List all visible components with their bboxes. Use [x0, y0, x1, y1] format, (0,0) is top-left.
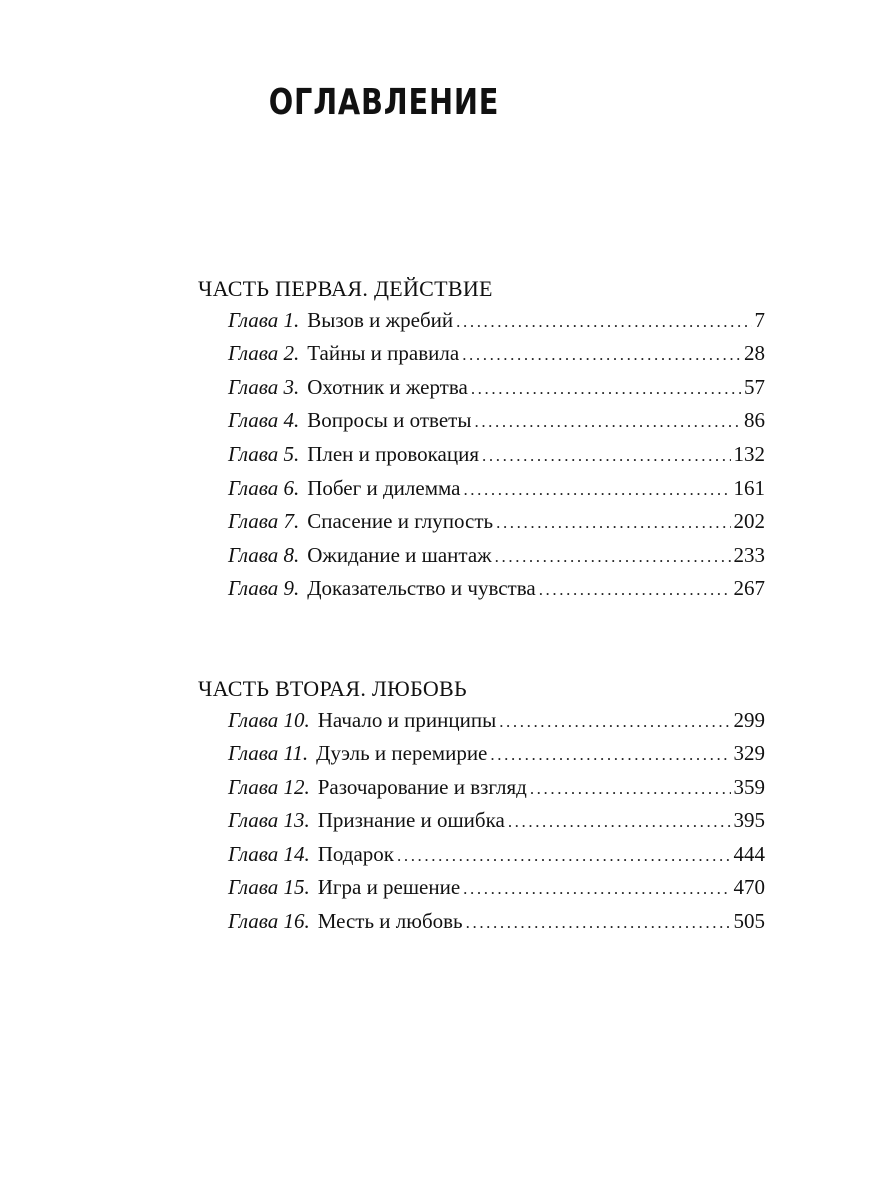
toc-entry[interactable] — [228, 509, 765, 539]
toc-entry[interactable] — [228, 408, 765, 438]
toc-entry[interactable] — [228, 308, 765, 338]
chapter-title: Доказательство и чувства — [307, 576, 536, 600]
dot-leader — [508, 812, 731, 832]
chapter-label: Глава 4. — [228, 408, 300, 432]
chapter-title: Разочарование и взгляд — [317, 775, 527, 799]
chapter-label: Глава 7. — [228, 509, 300, 533]
chapter-label: Глава 2. — [228, 341, 300, 365]
dot-leader — [530, 779, 731, 799]
part-heading: ЧАСТЬ ПЕРВАЯ. ДЕЙСТВИЕ — [198, 276, 493, 301]
page-number: 132 — [733, 442, 765, 466]
chapter-title: Побег и дилемма — [307, 476, 461, 500]
dot-leader — [496, 513, 730, 533]
dot-leader — [471, 379, 741, 399]
toc-entry[interactable] — [228, 741, 765, 771]
chapter-title: Ожидание и шантаж — [307, 543, 492, 567]
toc-entry[interactable] — [228, 442, 765, 472]
chapter-title: Игра и решение — [317, 875, 461, 899]
dot-leader — [474, 412, 741, 432]
toc-entry[interactable] — [228, 576, 765, 606]
toc-entry[interactable] — [228, 808, 765, 838]
dot-leader — [456, 312, 751, 332]
chapter-label: Глава 12. — [228, 775, 310, 799]
chapter-label: Глава 1. — [228, 308, 300, 332]
chapter-title: Охотник и жертва — [307, 375, 468, 399]
chapter-label: Глава 3. — [228, 375, 300, 399]
page-title: ОГЛАВЛЕНИЕ — [268, 82, 500, 123]
toc-entry[interactable] — [228, 543, 765, 573]
chapter-title: Тайны и правила — [307, 341, 460, 365]
chapter-label: Глава 8. — [228, 543, 300, 567]
chapter-label: Глава 9. — [228, 576, 300, 600]
chapter-title: Дуэль и перемирие — [316, 741, 488, 765]
page-number: 299 — [733, 708, 765, 732]
toc-entry[interactable] — [228, 341, 765, 371]
dot-leader — [463, 480, 730, 500]
page-number: 7 — [754, 308, 765, 332]
toc-entry[interactable] — [228, 775, 765, 805]
page-number: 470 — [733, 875, 765, 899]
page-number: 267 — [733, 576, 765, 600]
page-number: 202 — [733, 509, 765, 533]
chapter-label: Глава 10. — [228, 708, 310, 732]
part-heading: ЧАСТЬ ВТОРАЯ. ЛЮБОВЬ — [198, 676, 467, 701]
page-number: 161 — [733, 476, 765, 500]
page-number: 395 — [733, 808, 765, 832]
toc-entry[interactable] — [228, 476, 765, 506]
chapter-label: Глава 5. — [228, 442, 300, 466]
chapter-title: Признание и ошибка — [317, 808, 505, 832]
dot-leader — [539, 580, 731, 600]
dot-leader — [397, 846, 731, 866]
chapter-label: Глава 14. — [228, 842, 310, 866]
page-number: 444 — [733, 842, 765, 866]
chapter-title: Вызов и жребий — [307, 308, 454, 332]
dot-leader — [495, 547, 731, 567]
dot-leader — [490, 745, 730, 765]
chapter-title: Месть и любовь — [317, 909, 463, 933]
dot-leader — [463, 879, 730, 899]
toc-entry[interactable] — [228, 375, 765, 405]
chapter-title: Начало и принципы — [317, 708, 497, 732]
page-number: 233 — [733, 543, 765, 567]
chapter-title: Спасение и глупость — [307, 509, 494, 533]
chapter-title: Подарок — [317, 842, 394, 866]
chapter-title: Плен и провокация — [307, 442, 480, 466]
page-number: 329 — [733, 741, 765, 765]
page-number: 57 — [744, 375, 765, 399]
toc-entry[interactable] — [228, 842, 765, 872]
toc-entry[interactable] — [228, 909, 765, 939]
dot-leader — [482, 446, 730, 466]
toc-entry[interactable] — [228, 708, 765, 738]
chapter-label: Глава 11. — [228, 741, 309, 765]
chapter-label: Глава 16. — [228, 909, 310, 933]
page-number: 86 — [744, 408, 765, 432]
dot-leader — [466, 913, 731, 933]
dot-leader — [499, 712, 730, 732]
page-number: 28 — [744, 341, 765, 365]
chapter-label: Глава 15. — [228, 875, 310, 899]
toc-entry[interactable] — [228, 875, 765, 905]
page-number: 359 — [733, 775, 765, 799]
chapter-label: Глава 6. — [228, 476, 300, 500]
page-number: 505 — [733, 909, 765, 933]
chapter-title: Вопросы и ответы — [307, 408, 472, 432]
chapter-label: Глава 13. — [228, 808, 310, 832]
dot-leader — [462, 345, 741, 365]
